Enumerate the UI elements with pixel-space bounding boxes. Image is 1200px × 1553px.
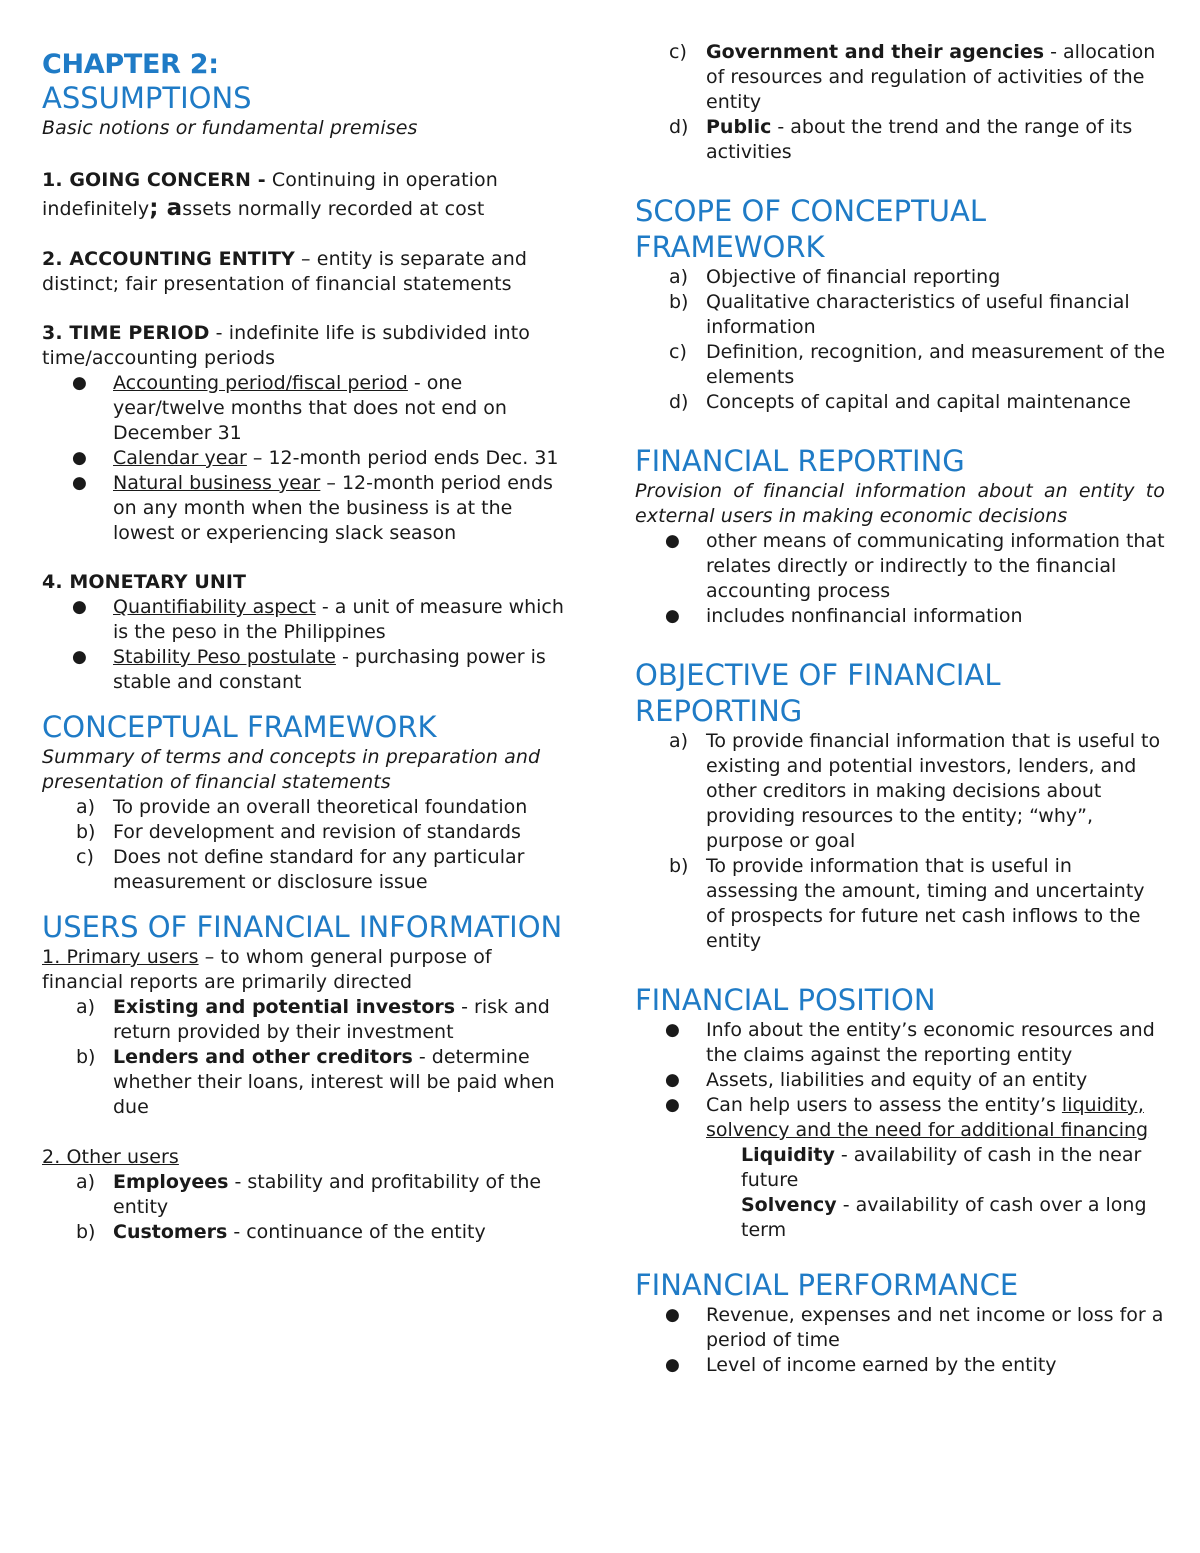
list-item: c) Definition, recognition, and measurement of the elements — [669, 341, 1166, 388]
list-item: b) For development and revision of standards — [76, 821, 521, 843]
monetary-unit-paragraph — [42, 570, 567, 595]
conceptual-framework-section — [42, 709, 567, 895]
objective-heading: OBJECTIVE OF FINANCIAL REPORTING — [635, 658, 1001, 728]
list-item: ● Assets, liabilities and equity of an entity — [665, 1069, 1088, 1091]
going-concern-title: 1. GOING CONCERN - — [42, 169, 266, 191]
conceptual-framework-heading: CONCEPTUAL FRAMEWORK — [42, 710, 437, 744]
scope-list — [635, 265, 1165, 415]
going-concern-text1: Continuing in operation indefinitely — [42, 169, 498, 220]
financial-performance-section — [635, 1267, 1165, 1378]
accounting-entity-paragraph — [42, 247, 567, 297]
time-period-paragraph — [42, 321, 567, 371]
left-column — [42, 40, 567, 1245]
objective-section — [635, 657, 1165, 954]
list-item: ● Can help users to assess the entity’s liquidity, solvency and the need for additional financing — [665, 1094, 1149, 1141]
list-item: a) Existing and potential investors - risk and return provided by their investment — [76, 996, 550, 1043]
monetary-unit-section — [42, 570, 567, 695]
assumptions-heading: ASSUMPTIONS — [42, 81, 252, 115]
list-item: ● Revenue, expenses and net income or loss for a period of time — [665, 1304, 1164, 1351]
going-concern-cap: a — [158, 195, 183, 221]
other-users-list — [42, 1170, 567, 1245]
primary-users-paragraph: 1. Primary users – to whom general purpose of financial reports are primarily directed — [42, 946, 492, 993]
financial-performance-heading: FINANCIAL PERFORMANCE — [635, 1268, 1019, 1302]
monetary-unit-list — [42, 595, 567, 695]
list-item: d) Concepts of capital and capital maintenance — [669, 391, 1131, 413]
list-item: ● Accounting period/fiscal period - one year/twelve months that does not end on December 31 — [72, 372, 507, 444]
list-item: c) Government and their agencies - allocation of resources and regulation of activities of the entity — [669, 41, 1156, 113]
other-users-paragraph: 2. Other users — [42, 1146, 179, 1168]
list-item: c) Does not define standard for any particular measurement or disclosure issue — [76, 846, 525, 893]
list-item: a) Objective of financial reporting — [669, 266, 1001, 288]
assumptions-subtitle: Basic notions or fundamental premises — [42, 117, 418, 139]
financial-reporting-subtitle: Provision of financial information about an entity to external users in making economic decisions — [635, 480, 1165, 527]
list-item: ● Quantifiability aspect - a unit of measure which is the peso in the Philippines — [72, 596, 564, 643]
time-period-text: - indefinite life is subdivided into time/accounting periods — [42, 322, 530, 369]
scope-heading: SCOPE OF CONCEPTUAL FRAMEWORK — [635, 194, 987, 264]
list-item: ● Stability Peso postulate - purchasing power is stable and constant — [72, 646, 546, 693]
financial-reporting-list — [635, 529, 1165, 629]
liquidity-definition: Liquidity - availability of cash in the near future — [741, 1144, 1142, 1191]
financial-reporting-heading: FINANCIAL REPORTING — [635, 444, 965, 478]
list-item: ● includes nonfinancial information — [665, 605, 1023, 627]
time-period-section — [42, 321, 567, 546]
scope-section — [635, 193, 1165, 415]
list-item: a) To provide an overall theoretical foundation — [76, 796, 528, 818]
right-column — [635, 40, 1165, 1378]
time-period-list — [42, 371, 567, 546]
accounting-entity-text: – entity is separate and distinct; fair presentation of financial statements — [42, 248, 528, 295]
financial-position-heading: FINANCIAL POSITION — [635, 983, 936, 1017]
chapter-heading: CHAPTER 2: — [42, 49, 219, 80]
list-item: ● Level of income earned by the entity — [665, 1354, 1057, 1376]
other-users-continued-list — [635, 40, 1165, 165]
users-heading: USERS OF FINANCIAL INFORMATION — [42, 910, 563, 944]
list-item: b) To provide information that is useful in assessing the amount, timing and uncertainty of prospects for future net cash inflows to the entity — [669, 855, 1145, 952]
monetary-unit-title: 4. MONETARY UNIT — [42, 571, 247, 593]
list-item: ● Natural business year – 12-month period ends on any month when the business is at the lowest or experiencing slack season — [72, 472, 553, 544]
conceptual-framework-subtitle: Summary of terms and concepts in preparation and presentation of financial statements — [42, 746, 541, 793]
list-item: a) To provide financial information that is useful to existing and potential investors, lenders, and other creditors in making decisions about providing resources to the entity; “why”, purpose or goal — [669, 730, 1161, 852]
going-concern-text2: ssets normally recorded at cost — [182, 198, 485, 220]
going-concern-sep: ; — [149, 195, 159, 221]
solvency-definition: Solvency - availability of cash over a long term — [741, 1194, 1147, 1241]
financial-position-list — [635, 1018, 1165, 1143]
conceptual-framework-list — [42, 795, 567, 895]
financial-position-section — [635, 982, 1165, 1243]
list-item: ● Calendar year – 12-month period ends Dec. 31 — [72, 447, 559, 469]
primary-users-list — [42, 995, 567, 1120]
list-item: ● Info about the entity’s economic resources and the claims against the reporting entity — [665, 1019, 1155, 1066]
users-section — [42, 909, 567, 1245]
list-item: a) Employees - stability and profitability of the entity — [76, 1171, 542, 1218]
list-item: b) Customers - continuance of the entity — [76, 1221, 486, 1243]
going-concern-paragraph — [42, 166, 567, 223]
list-item: b) Qualitative characteristics of useful financial information — [669, 291, 1130, 338]
accounting-entity-title: 2. ACCOUNTING ENTITY — [42, 248, 295, 270]
time-period-title: 3. TIME PERIOD — [42, 322, 210, 344]
list-item: ● other means of communicating information that relates directly or indirectly to the financial accounting process — [665, 530, 1165, 602]
financial-performance-list — [635, 1303, 1165, 1378]
financial-reporting-section — [635, 443, 1165, 629]
list-item: d) Public - about the trend and the range of its activities — [669, 116, 1133, 163]
list-item: b) Lenders and other creditors - determine whether their loans, interest will be paid when due — [76, 1046, 555, 1118]
objective-list — [635, 729, 1165, 954]
